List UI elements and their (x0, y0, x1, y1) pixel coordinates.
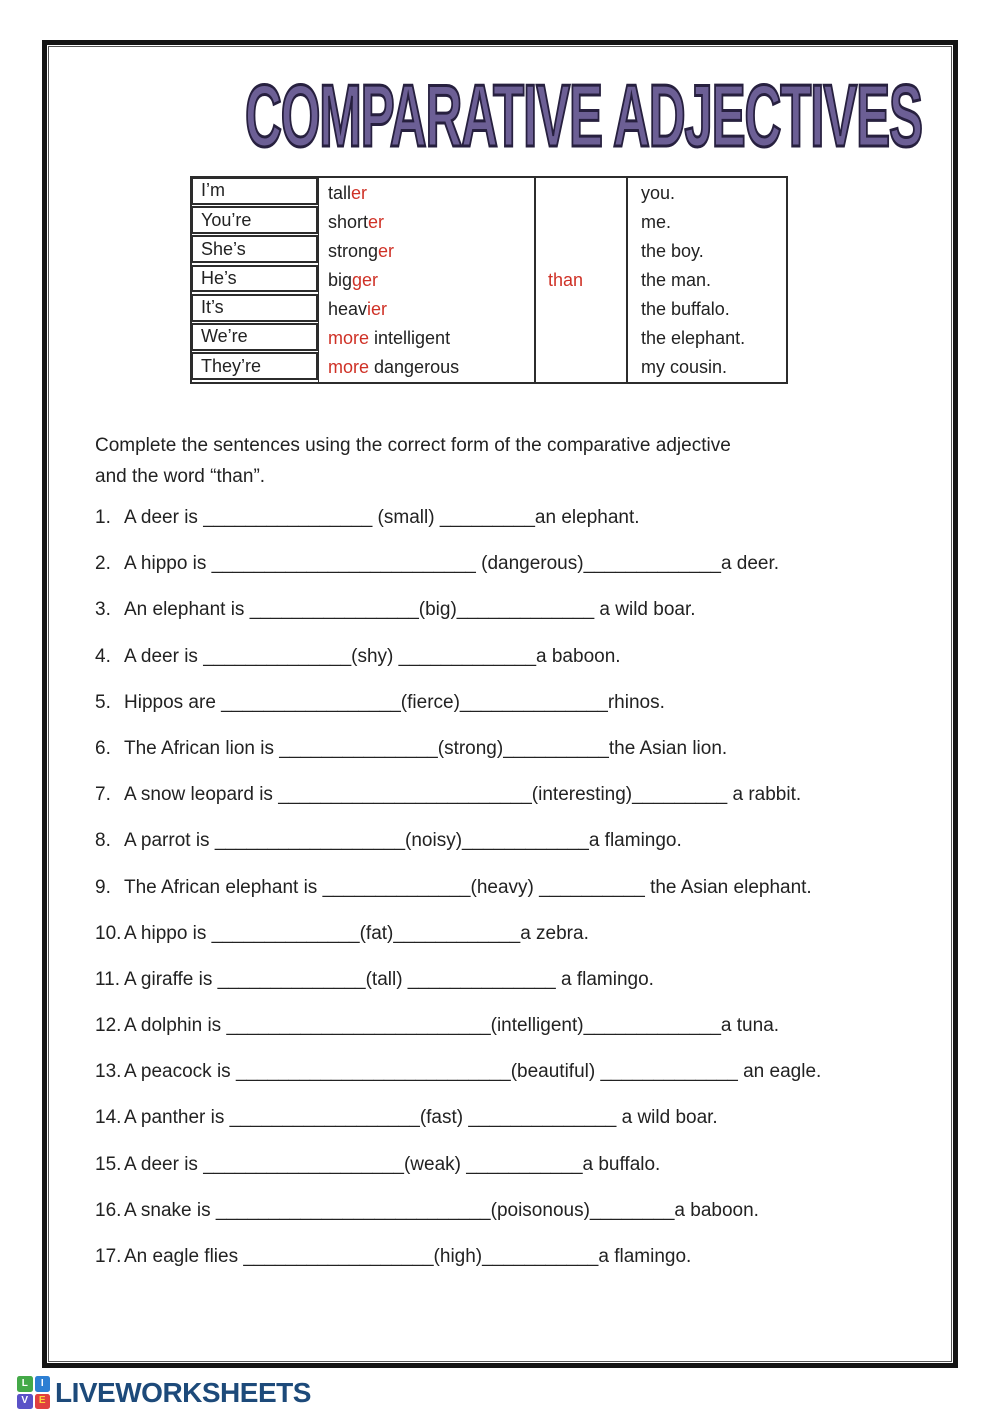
comparative-entry: heav ier (328, 299, 388, 319)
logo-tile-v: V (17, 1394, 33, 1410)
item-number: 4. (95, 645, 111, 667)
liveworksheets-logo[interactable] (17, 1376, 311, 1409)
item-sentence: An eagle flies __________________(high)___________a flamingo. (124, 1246, 692, 1267)
exercise-item-11 (95, 970, 905, 990)
comparative-entry: more intelligent (328, 328, 451, 348)
item-sentence: A snake is __________________________(poisonous)________a baboon. (124, 1199, 759, 1221)
item-sentence: The African lion is _______________(strong)__________the Asian lion. (124, 737, 728, 759)
than-word: than (548, 269, 584, 290)
objects-column (628, 178, 786, 382)
item-sentence: A deer is ______________(shy) _____________a baboon. (124, 645, 621, 667)
instructions (95, 430, 895, 492)
page-title: COMPARATIVE ADJECTIVES (245, 66, 922, 165)
item-sentence: A deer is ___________________(weak) ___________a buffalo. (124, 1153, 661, 1175)
logo-tile-i: I (35, 1376, 51, 1392)
subject-cell: You’re (191, 206, 318, 234)
item-number: 13. (95, 1061, 122, 1083)
item-number: 2. (95, 553, 111, 575)
item-sentence: Hippos are _________________(fierce)______________rhinos. (124, 691, 665, 713)
object-entry: the elephant. (641, 328, 746, 348)
item-sentence: A hippo is _________________________ (dangerous)_____________a deer. (124, 553, 780, 575)
instructions-line2: and the word “than”. (95, 466, 266, 487)
reference-table (190, 176, 788, 384)
item-number: 10. (95, 922, 122, 944)
object-entry: my cousin. (641, 357, 728, 377)
exercise-item-5 (95, 693, 905, 713)
exercise-item-3 (95, 600, 905, 620)
item-sentence: A hippo is ______________(fat)____________a zebra. (124, 922, 589, 944)
item-sentence: A panther is __________________(fast) ______________ a wild boar. (124, 1107, 718, 1129)
item-number: 11. (95, 968, 121, 990)
exercise-item-15 (95, 1155, 905, 1175)
item-number: 8. (95, 830, 111, 852)
object-entry: me. (641, 212, 672, 232)
item-number: 16. (95, 1199, 122, 1221)
exercise-list (95, 508, 905, 1293)
liveworksheets-tiles-icon (17, 1376, 50, 1409)
exercise-item-2 (95, 554, 905, 574)
comparative-entry: more dangerous (328, 357, 460, 377)
subject-cell: I’m (191, 177, 318, 205)
object-entry: the boy. (641, 241, 704, 261)
item-sentence: A peacock is __________________________(beautiful) _____________ an eagle. (124, 1061, 822, 1083)
exercise-item-17 (95, 1247, 905, 1267)
brand-text: LIVEWORKSHEETS (55, 1376, 311, 1408)
item-sentence: A snow leopard is ________________________(interesting)_________ a rabbit. (124, 784, 802, 806)
exercise-item-12 (95, 1016, 905, 1036)
item-number: 3. (95, 599, 111, 621)
object-entry: you. (641, 183, 676, 203)
subject-cell: It’s (191, 294, 318, 322)
item-number: 7. (95, 784, 111, 806)
comparatives-column (318, 178, 536, 382)
item-sentence: A dolphin is _________________________(intelligent)_____________a tuna. (124, 1015, 780, 1037)
item-number: 17. (95, 1246, 122, 1267)
item-sentence: The African elephant is ______________(heavy) __________ the Asian elephant. (124, 876, 812, 898)
comparative-entry: tall er (328, 183, 368, 203)
object-entry: the buffalo. (641, 299, 730, 319)
exercise-item-10 (95, 924, 905, 944)
than-cell (536, 178, 628, 382)
exercise-item-4 (95, 647, 905, 667)
exercise-item-8 (95, 831, 905, 851)
logo-tile-e: E (35, 1394, 51, 1410)
exercise-item-1 (95, 508, 905, 528)
exercise-item-13 (95, 1062, 905, 1082)
title-container (0, 66, 1000, 165)
subject-cell: They’re (191, 352, 318, 380)
exercise-item-7 (95, 785, 905, 805)
subject-cell: We’re (191, 323, 318, 351)
item-sentence: An elephant is ________________(big)_____________ a wild boar. (124, 599, 696, 621)
logo-tile-l: L (17, 1376, 33, 1392)
item-sentence: A deer is ________________ (small) _________an elephant. (124, 507, 640, 528)
item-number: 6. (95, 737, 111, 759)
object-entry: the man. (641, 270, 712, 290)
item-number: 1. (95, 507, 111, 528)
item-number: 5. (95, 691, 111, 713)
comparative-entry: short er (328, 212, 385, 232)
instructions-line1: Complete the sentences using the correct form of the comparative adjective (95, 435, 731, 456)
item-sentence: A parrot is __________________(noisy)____________a flamingo. (124, 830, 682, 852)
comparative-entry: strong er (328, 241, 395, 261)
item-number: 9. (95, 876, 111, 898)
exercise-item-9 (95, 878, 905, 898)
exercise-item-14 (95, 1108, 905, 1128)
item-number: 15. (95, 1153, 122, 1175)
comparative-entry: big ger (328, 270, 379, 290)
subject-cell: He’s (191, 265, 318, 293)
exercise-item-6 (95, 739, 905, 759)
item-number: 14. (95, 1107, 122, 1129)
exercise-item-16 (95, 1201, 905, 1221)
item-sentence: A giraffe is ______________(tall) ______________ a flamingo. (124, 968, 654, 990)
subjects-column (192, 178, 318, 382)
item-number: 12. (95, 1015, 122, 1037)
subject-cell: She’s (191, 235, 318, 263)
